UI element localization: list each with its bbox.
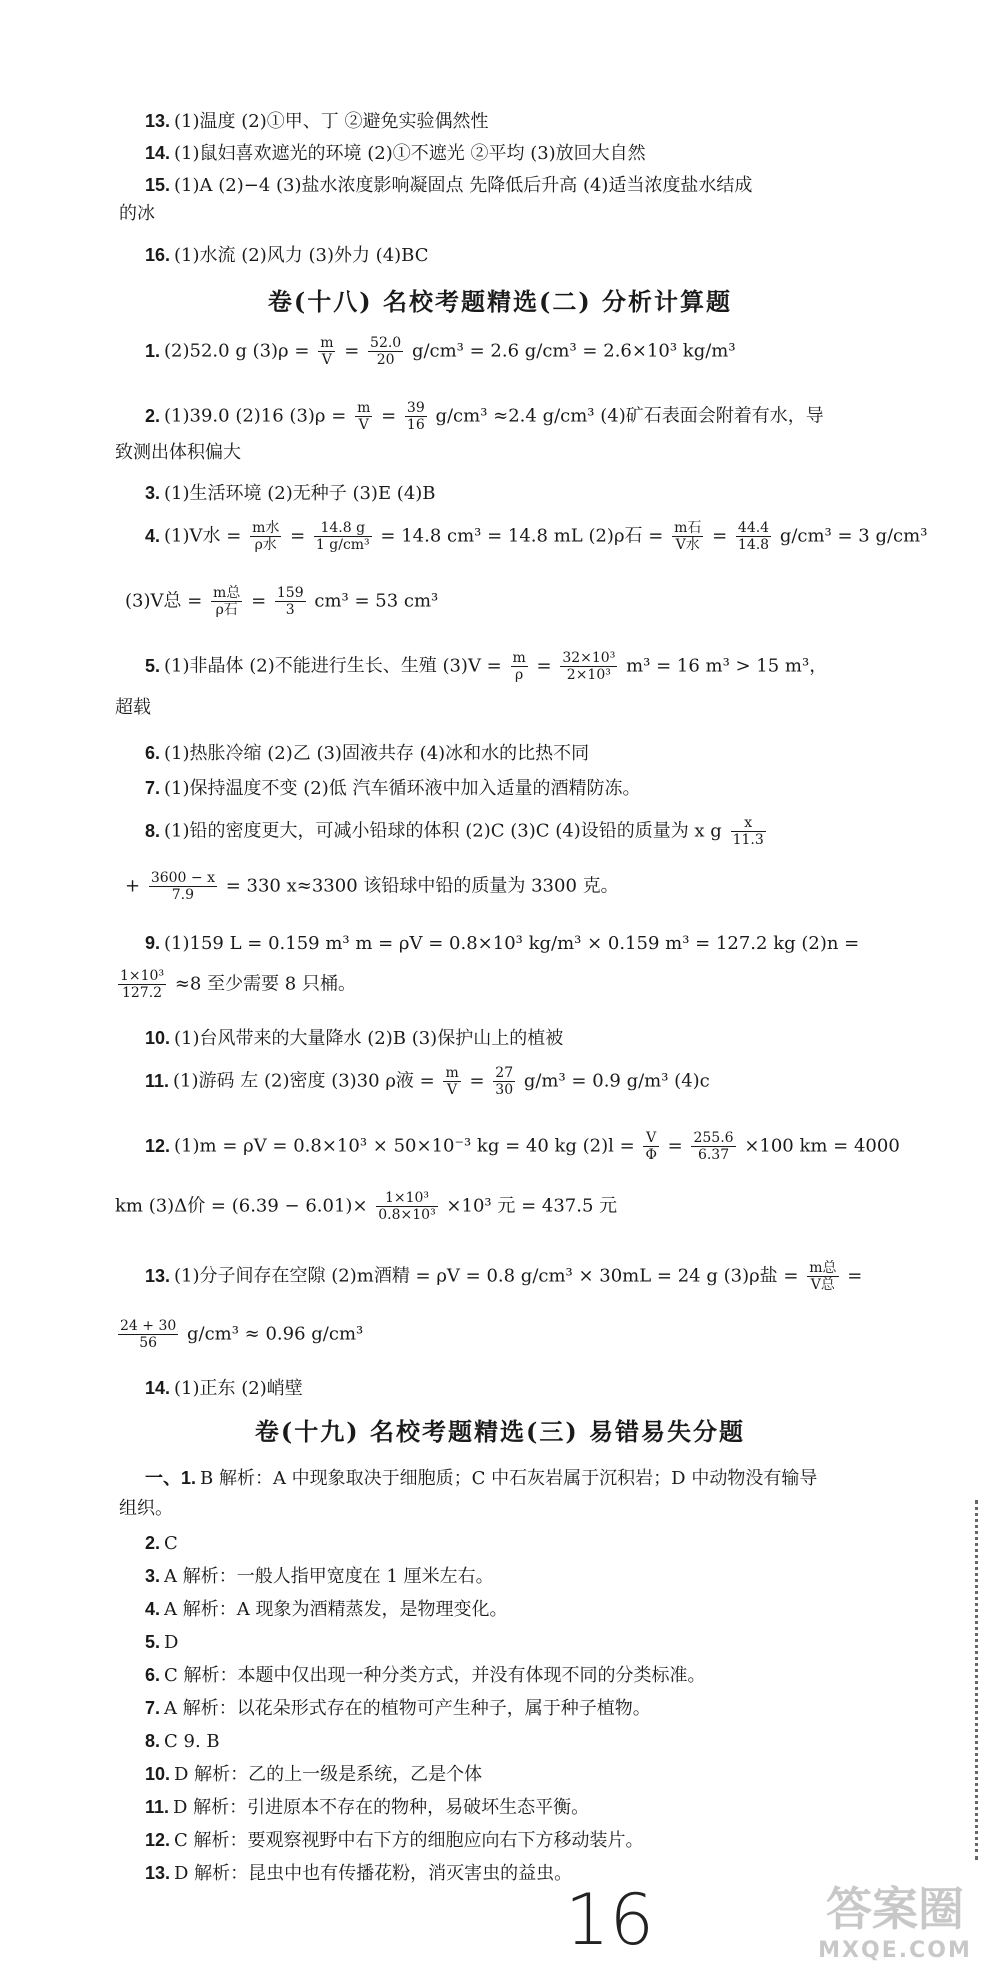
answer-line: 4. (1)V水 = $\frac{\text{m水}}{\text{ρ水}}$ = $\frac{14.8 g}{\text{1 g/cm³}}$ = 14.8 cm³ = 14.8 mL (2)ρ石 = $\frac{\text{m石}}{\text{V水}}$ = $\frac{44.4}{14.8}$ g/cm³ = 3 g/cm³ [145,520,928,553]
answer-line: + $\frac{3600 - x}{7.9}$ = 330 x≈3300 该铅球中铅的质量为 3300 克。 [125,870,619,903]
watermark-logo [800,1880,990,1980]
answer-line: 组织。 [119,1498,173,1519]
answer-line: 5. D [145,1632,179,1653]
answer-line: 14. (1)正东 (2)峭壁 [145,1378,303,1399]
answer-line: 10. (1)台风带来的大量降水 (2)B (3)保护山上的植被 [145,1028,564,1049]
answer-line: 12. C 解析：要观察视野中右下方的细胞应向右下方移动装片。 [145,1830,644,1851]
answer-line: 15. (1)A (2)−4 (3)盐水浓度影响凝固点 先降低后升高 (4)适当浓度盐水结成 [145,175,753,196]
answer-line: 12. (1)m = ρV = 0.8×10³ × 50×10⁻³ kg = 40 kg (2)l = $\frac{V}{\Phi}$ = $\frac{255.6}{6.37}$ ×100 km = 4000 [145,1130,900,1163]
answer-line: 7. (1)保持温度不变 (2)低 汽车循环液中加入适量的酒精防冻。 [145,778,641,799]
answer-line: 5. (1)非晶体 (2)不能进行生长、生殖 (3)V = $\frac{m}{\rho}$ = $\frac{\text{32×10³}}{\text{2×10³}}$ m³ = 16 m³ > 15 m³， [145,650,828,683]
answer-line: 7. A 解析：以花朵形式存在的植物可产生种子，属于种子植物。 [145,1698,651,1719]
answer-line: 3. A 解析：一般人指甲宽度在 1 厘米左右。 [145,1566,494,1587]
answer-line: 6. C 解析：本题中仅出现一种分类方式，并没有体现不同的分类标准。 [145,1665,706,1686]
watermark-url: MXQE.COM [818,1938,972,1963]
answer-line: 8. C 9. B [145,1731,220,1752]
handwritten-page-number: 16 [565,1879,655,1961]
answer-line: 13. D 解析：昆虫中也有传播花粉，消灭害虫的益虫。 [145,1863,573,1884]
answer-line: 3. (1)生活环境 (2)无种子 (3)E (4)B [145,483,436,504]
watermark-text: 答案圈 [826,1882,964,1936]
answer-line: $\frac{24 + 30}{56}$ g/cm³ ≈ 0.96 g/cm³ [120,1318,364,1351]
answer-line: 14. (1)鼠妇喜欢遮光的环境 (2)①不遮光 ②平均 (3)放回大自然 [145,143,646,164]
answer-line: 超载 [115,697,151,718]
answer-line: 1. (2)52.0 g (3)ρ = $\frac{m}{V}$ = $\frac{52.0}{20}$ g/cm³ = 2.6 g/cm³ = 2.6×10³ kg/m³ [145,335,736,368]
answer-line: 11. (1)游码 左 (2)密度 (3)30 ρ液 = $\frac{m}{V}$ = $\frac{27}{30}$ g/m³ = 0.9 g/m³ (4)c [145,1065,710,1098]
binding-dots [975,1500,982,1860]
answer-line: 的冰 [119,203,155,224]
section-title: 卷(十八) 名校考题精选(二) 分析计算题 [267,287,733,316]
answer-line: 9. (1)159 L = 0.159 m³ m = ρV = 0.8×10³ kg/m³ × 0.159 m³ = 127.2 kg (2)n = [145,933,860,954]
answer-line: 11. D 解析：引进原本不存在的物种，易破坏生态平衡。 [145,1797,590,1818]
answer-line: 16. (1)水流 (2)风力 (3)外力 (4)BC [145,245,429,266]
answer-line: (3)V总 = $\frac{\text{m总}}{\text{ρ石}}$ = $\frac{159}{3}$ cm³ = 53 cm³ [125,585,439,618]
answer-line: 10. D 解析：乙的上一级是系统，乙是个体 [145,1764,483,1785]
answer-line: 一、1. B 解析：A 中现象取决于细胞质；C 中石灰岩属于沉积岩；D 中动物没有输导 [145,1468,818,1489]
answer-line: 致测出体积偏大 [115,442,241,463]
answer-line: km (3)Δ价 = (6.39 − 6.01)× $\frac{\text{1×10³}}{\text{0.8×10³}}$ ×10³ 元 = 437.5 元 [115,1190,618,1223]
answer-line: 13. (1)分子间存在空隙 (2)m酒精 = ρV = 0.8 g/cm³ × 30mL = 24 g (3)ρ盐 = $\frac{\text{m总}}{\text{V总}}$ = [145,1260,863,1293]
answer-line: 4. A 解析：A 现象为酒精蒸发，是物理变化。 [145,1599,508,1620]
answer-line: 2. (1)39.0 (2)16 (3)ρ = $\frac{m}{V}$ = $\frac{39}{16}$ g/cm³ ≈2.4 g/cm³ (4)矿石表面会附着有水，导 [145,400,824,433]
answer-line: $\frac{\text{1×10³}}{127.2}$ ≈8 至少需要 8 只桶。 [120,968,356,1001]
answer-line: 2. C [145,1533,178,1554]
answer-line: 8. (1)铅的密度更大，可减小铅球的体积 (2)C (3)C (4)设铅的质量为 x g $\frac{x}{11.3}$ [145,815,764,848]
section-title: 卷(十九) 名校考题精选(三) 易错易失分题 [254,1417,746,1446]
answer-line: 13. (1)温度 (2)①甲、丁 ②避免实验偶然性 [145,111,489,132]
answer-line: 6. (1)热胀冷缩 (2)乙 (3)固液共存 (4)冰和水的比热不同 [145,743,590,764]
